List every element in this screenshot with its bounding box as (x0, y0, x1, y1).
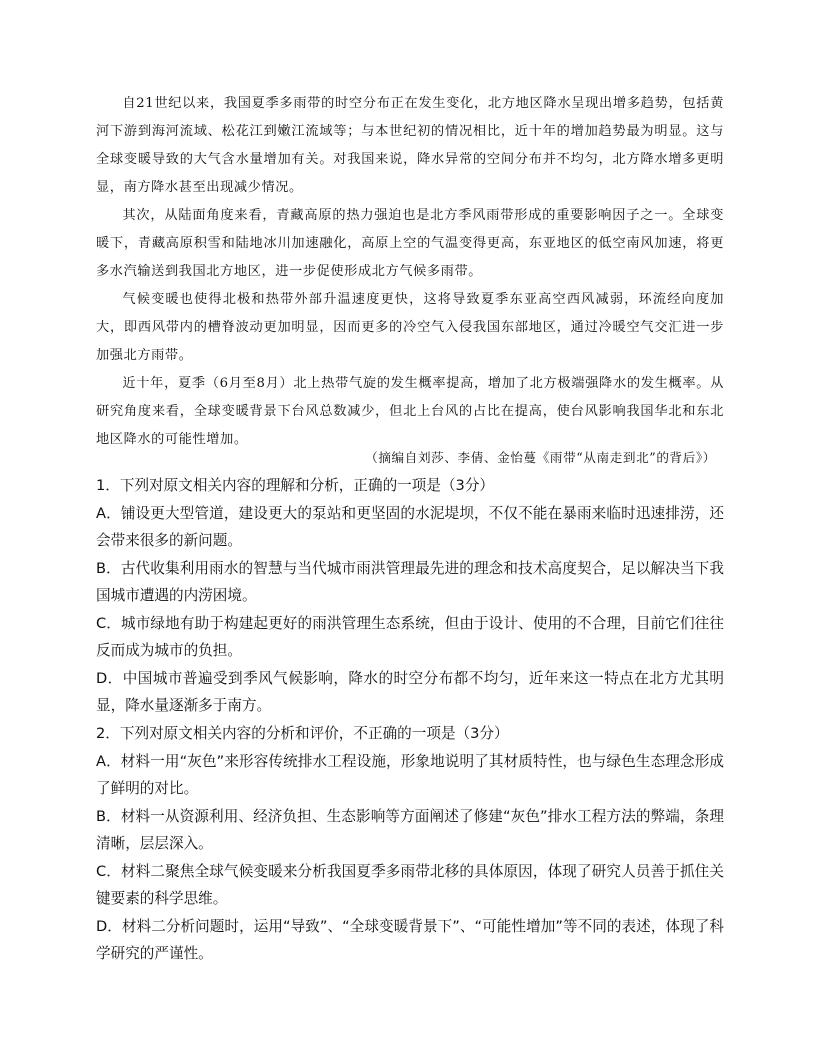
article-source: （摘编自刘莎、李倩、金怡蔓《雨带“从南走到北”的背后》） (365, 450, 716, 465)
question-2 (96, 720, 724, 967)
question-2-option-d: D．材料二分析问题时，运用“导致”、“全球变暖背景下”、“可能性增加”等不同的表述，体现了科学研究的严谨性。 (96, 918, 724, 962)
question-1-option-c: C．城市绿地有助于构建起更好的雨洪管理生态系统，但由于设计、使用的不合理，目前它们往往反而成为城市的负担。 (96, 615, 724, 659)
question-1-title: 1．下列对原文相关内容的理解和分析，正确的一项是（3分） (96, 477, 495, 494)
question-2-title: 2．下列对原文相关内容的分析和评价，不正确的一项是（3分） (96, 725, 509, 742)
article-body (96, 90, 724, 454)
question-2-option-c: C．材料二聚焦全球气候变暖来分析我国夏季多雨带北移的具体原因，体现了研究人员善于抓住关键要素的科学思维。 (96, 863, 724, 907)
article-paragraph-1: 自21世纪以来，我国夏季多雨带的时空分布正在发生变化，北方地区降水呈现出增多趋势，包括黄河下游到海河流域、松花江到嫩江流域等；与本世纪初的情况相比，近十年的增加趋势最为明显。这与全球变暖导致的大气含水量增加有关。对我国来说，降水异常的空间分布并不均匀，北方降水增多更明显，南方降水甚至出现减少情况。 (96, 96, 724, 195)
article-paragraph-2: 其次，从陆面角度来看，青藏高原的热力强迫也是北方季风雨带形成的重要影响因子之一。全球变暖下，青藏高原积雪和陆地冰川加速融化，高原上空的气温变得更高，东亚地区的低空南风加速，将更多水汽输送到我国北方地区，进一步促使形成北方气候多雨带。 (96, 208, 724, 279)
question-1 (96, 472, 724, 719)
question-2-option-a: A．材料一用“灰色”来形容传统排水工程设施，形象地说明了其材质特性，也与绿色生态理念形成了鲜明的对比。 (96, 753, 724, 797)
question-1-option-b: B．古代收集利用雨水的智慧与当代城市雨洪管理最先进的理念和技术高度契合，足以解决当下我国城市遭遇的内涝困境。 (96, 560, 724, 604)
question-1-option-a: A．铺设更大型管道，建设更大的泵站和更坚固的水泥堤坝，不仅不能在暴雨来临时迅速排涝，还会带来很多的新问题。 (96, 505, 724, 549)
article-paragraph-3: 气候变暖也使得北极和热带外部升温速度更快，这将导致夏季东亚高空西风减弱，环流经向度加大，即西风带内的槽脊波动更加明显，因而更多的冷空气入侵我国东部地区，通过冷暖空气交汇进一步加强北方雨带。 (96, 292, 724, 363)
question-1-option-d: D．中国城市普遍受到季风气候影响，降水的时空分布都不均匀，近年来这一特点在北方尤其明显，降水量逐渐多于南方。 (96, 670, 724, 714)
question-2-option-b: B．材料一从资源利用、经济负担、生态影响等方面阐述了修建“灰色”排水工程方法的弊端，条理清晰，层层深入。 (96, 808, 724, 852)
question-section (96, 472, 724, 968)
article-paragraph-4: 近十年，夏季（6月至8月）北上热带气旋的发生概率提高，增加了北方极端强降水的发生概率。从研究角度来看，全球变暖背景下台风总数减少，但北上台风的占比在提高，使台风影响我国华北和东北地区降水的可能性增加。 (96, 376, 724, 447)
